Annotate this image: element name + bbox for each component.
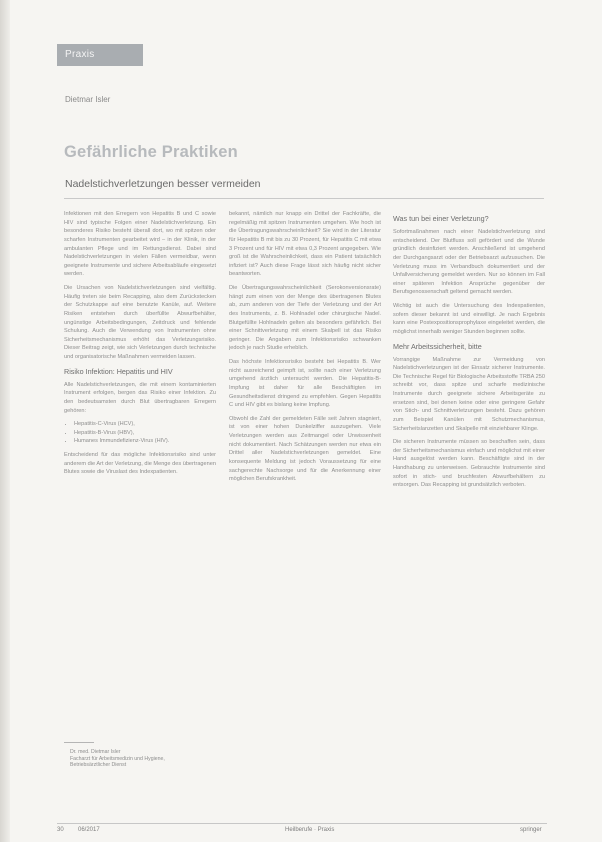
journal-name: Heilberufe · Praxis bbox=[285, 827, 335, 833]
list-item: • Hepatitis-C-Virus (HCV), bbox=[74, 420, 216, 429]
page-number: 30 bbox=[57, 827, 64, 833]
paragraph: Wichtig ist auch die Untersuchung des Indexpatienten, sofern dieser bekannt ist und einwilligt. Je nach Ergebnis kann eine Postexpositionsprophylaxe eingeleitet werden, die möglichst innerhalb weniger Stunden beginnen sollte. bbox=[393, 303, 545, 335]
paragraph: bekannt, nämlich nur knapp ein Drittel der Fachkräfte, die regelmäßig mit spitzen Instrumenten umgehen. Wie hoch ist die Übertragungswahrscheinlichkeit? Sie wird in der Literatur für Hepatitis B mit bis zu 30 Prozent, für Hepatitis C mit etwa 3 Prozent und für HIV mit etwa 0,3 Prozent angegeben. Wie groß ist die Wahrscheinlichkeit, dass ein Patient tatsächlich infiziert ist? Auch diese Frage lässt sich häufig nicht sicher beantworten. bbox=[229, 211, 381, 278]
paragraph: Die Ursachen von Nadelstichverletzungen sind vielfältig. Häufig treten sie beim Recapping, also dem Zurückstecken der Schutzkappe auf eine benutzte Kanüle, auf. Weitere Risiken entstehen durch überfüllte Abwurfbehälter, ungünstige Arbeitsbedingungen, Zeitdruck und fehlende Schulung. Auch die Verwendung von Instrumenten ohne Sicherheitsmechanismus erhöht das Verletzungsrisiko. Dieser Beitrag zeigt, wie sich Verletzungen durch technische und organisatorische Maßnahmen vermeiden lassen. bbox=[64, 285, 216, 360]
paragraph: Sofortmaßnahmen nach einer Nadelstichverletzung sind entscheidend. Der Blutfluss soll gefördert und die Wunde gründlich desinfiziert werden. Anschließend ist umgehend der Durchgangsarzt oder der Betriebsarzt aufzusuchen. Die Verletzung muss im Verbandbuch dokumentiert und der Unfallversicherung gemeldet werden. Nur so können im Fall einer späteren Infektion Ansprüche gegenüber der Berufsgenossenschaft geltend gemacht werden. bbox=[393, 229, 545, 296]
author-name: Dietmar Isler bbox=[65, 95, 111, 104]
bullet-list bbox=[64, 420, 216, 446]
title-divider bbox=[64, 198, 544, 199]
paragraph: Die sicheren Instrumente müssen so beschaffen sein, dass der Sicherheitsmechanismus einfach und möglichst mit einer Hand ausgelöst werden kann. Beschäftigte sind in der Handhabung zu unterweisen. Gebrauchte Instrumente sind sofort in stich- und bruchfesten Abwurfbehältern zu entsorgen. Das Recapping ist grundsätzlich verboten. bbox=[393, 439, 545, 489]
footer-divider bbox=[57, 823, 547, 824]
paragraph: Vorrangige Maßnahme zur Vermeidung von Nadelstichverletzungen ist der Einsatz sicherer Instrumente. Die Technische Regel für Biologische Arbeitsstoffe TRBA 250 schreibt vor, dass spitze und scharfe medizinische Instrumente durch geeignete sichere Arbeitsgeräte zu ersetzen sind, bei denen keine oder eine geringere Gefahr von Stich- und Schnittverletzungen besteht. Dazu gehören zum Beispiel Kanülen mit Schutzmechanismus, Sicherheitslanzetten und Skalpelle mit einziehbarer Klinge. bbox=[393, 356, 545, 432]
text-column-3 bbox=[393, 210, 545, 815]
section-rubric: Praxis bbox=[57, 44, 143, 66]
footnote-divider bbox=[64, 742, 94, 743]
footnote-line-1: Facharzt für Arbeitsmedizin und Hygiene, bbox=[70, 755, 165, 762]
page-edge-shadow bbox=[0, 0, 10, 842]
list-item: • Hepatitis-B-Virus (HBV), bbox=[74, 429, 216, 438]
list-item: • Humanes Immundefizienz-Virus (HIV). bbox=[74, 437, 216, 446]
author-footnote bbox=[70, 749, 220, 769]
text-column-2 bbox=[229, 210, 381, 815]
article-subtitle: Nadelstichverletzungen besser vermeiden bbox=[65, 178, 261, 190]
section-heading: Risiko Infektion: Hepatitis und HIV bbox=[64, 366, 173, 376]
publisher-name: springer bbox=[520, 827, 542, 833]
section-heading: Mehr Arbeitssicherheit, bitte bbox=[393, 341, 482, 351]
section-heading: Was tun bei einer Verletzung? bbox=[393, 214, 489, 223]
footnote-name: Dr. med. Dietmar Isler bbox=[70, 749, 121, 755]
paragraph: Die Übertragungswahrscheinlichkeit (Serokonversionsrate) hängt zum einen von der Menge des übertragenen Blutes ab, zum anderen von der Tiefe der Verletzung und der Art des Instruments, z. B. Hohlnadel oder chirurgische Nadel. Blutgefüllte Hohlnadeln gelten als besonders gefährlich. Bei einer Schnittverletzung mit einem Skalpell ist das Risiko geringer. Die Angaben zum Infektionsrisiko schwanken jedoch je nach Studie erheblich. bbox=[229, 285, 381, 352]
issue-number: 06/2017 bbox=[78, 827, 100, 833]
paragraph: Obwohl die Zahl der gemeldeten Fälle seit Jahren stagniert, ist von einer hohen Dunkelziffer auszugehen. Viele Verletzungen werden aus Zeitmangel oder Unwissenheit nicht dokumentiert. Nach Schätzungen werden nur etwa ein Drittel aller Nadelstichverletzungen gemeldet. Eine konsequente Meldung ist jedoch Voraussetzung für eine sachgerechte Nachsorge und für die Anerkennung einer möglichen Berufskrankheit. bbox=[229, 415, 381, 483]
paragraph: Das höchste Infektionsrisiko besteht bei Hepatitis B. Wer nicht ausreichend geimpft ist, sollte nach einer Verletzung umgehend ärztlich untersucht werden. Die Hepatitis-B-Impfung ist daher für alle Beschäftigten im Gesundheitsdienst dringend zu empfehlen. Gegen Hepatitis C und HIV gibt es bislang keine Impfung. bbox=[229, 359, 381, 409]
footnote-line-2: Betriebsärztlicher Dienst bbox=[70, 762, 127, 769]
article-title: Gefährliche Praktiken bbox=[64, 143, 238, 161]
text-column-1 bbox=[64, 210, 216, 730]
paragraph: Alle Nadelstichverletzungen, die mit einem kontaminierten Instrument erfolgen, bergen das Risiko einer Infektion. Zu den bedeutsamsten durch Blut übertragbaren Erregern gehören: bbox=[64, 381, 216, 414]
paragraph: Infektionen mit den Erregern von Hepatitis B und C sowie HIV sind typische Folgen einer Nadelstichverletzung. Ein besonderes Risiko besteht überall dort, wo mit spitzen oder scharfen Instrumenten gearbeitet wird – in der Klinik, in der ambulanten Pflege und im Rettungsdienst. Dabei sind Nadelstichverletzungen in vielen Fällen vermeidbar, wenn geeignete Instrumente und sichere Arbeitsabläufe eingesetzt werden. bbox=[64, 211, 216, 278]
paragraph: Entscheidend für das mögliche Infektionsrisiko sind unter anderem die Art der Verletzung, die Menge des übertragenen Blutes sowie die Viruslast des Indexpatienten. bbox=[64, 452, 216, 476]
